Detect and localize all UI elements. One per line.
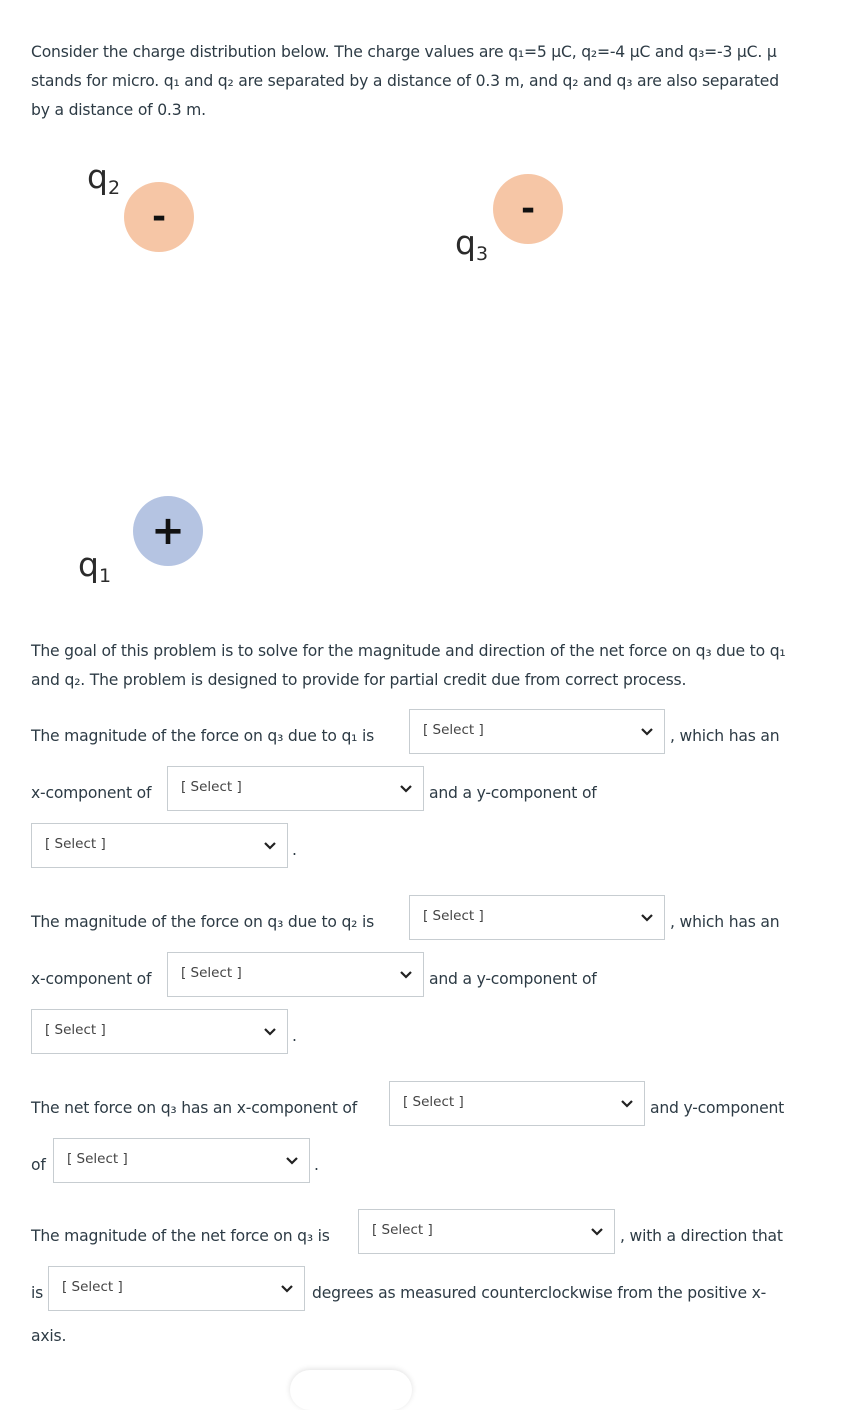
chevron-down-icon [399,968,413,982]
net-direction-select[interactable]: [ Select ] [48,1266,305,1311]
goal-text: The goal of this problem is to solve for the magnitude and direction of the net force on q₃ due to q₁ and q₂. The problem is designed to provide for partial credit due from correct process. [31,642,786,689]
net-x-label: The net force on q₃ has an x-component of [31,1099,357,1117]
q2-y-component-select[interactable]: [ Select ] [31,1009,288,1054]
net-magnitude-select[interactable]: [ Select ] [358,1209,615,1254]
chevron-down-icon [263,839,277,853]
axis-text: axis. [31,1327,67,1345]
chevron-down-icon [620,1097,634,1111]
chevron-down-icon [280,1282,294,1296]
q2-charge [124,182,194,252]
q1-x-component-select[interactable]: [ Select ] [167,766,424,811]
chevron-down-icon [399,782,413,796]
chevron-down-icon [640,911,654,925]
plus-sign: + [151,508,185,554]
q1-magnitude-label: The magnitude of the force on q₃ due to q₁ is [31,727,375,745]
q2-y-label: and a y-component of [429,970,597,988]
chevron-down-icon [590,1225,604,1239]
net-y-component-select[interactable]: [ Select ] [53,1138,310,1183]
net-y-label: and y-component [650,1099,785,1117]
q1-which-text: , which has an [670,727,780,745]
period: . [314,1156,319,1174]
net-x-component-select[interactable]: [ Select ] [389,1081,645,1126]
floating-toolbar [290,1370,412,1410]
problem-intro: Consider the charge distribution below. The charge values are q₁=5 μC, q₂=-4 μC and q₃=-3 μC. μ stands for micro. q₁ and q₂ are separated by a distance of 0.3 m, and q₂ and q₃ are also separated by a distance of 0.3 m. [31,43,779,119]
degrees-text: degrees as measured counterclockwise from the positive x- [312,1284,767,1302]
direction-text: , with a direction that [620,1227,783,1245]
of-label: of [31,1156,46,1174]
q2-magnitude-select[interactable]: [ Select ] [409,895,665,940]
q3-label: $q_3$ [455,223,489,265]
q1-label: $q_1$ [78,545,112,587]
chevron-down-icon [263,1025,277,1039]
q1-charge [133,496,203,566]
q1-magnitude-select[interactable]: [ Select ] [409,709,665,754]
minus-sign: - [520,189,536,229]
q1-y-component-select[interactable]: [ Select ] [31,823,288,868]
q1-x-label: x-component of [31,784,152,802]
chevron-down-icon [285,1154,299,1168]
period: . [292,841,297,859]
q2-magnitude-label: The magnitude of the force on q₃ due to q₂ is [31,913,375,931]
minus-sign: - [151,197,167,237]
q2-label: $q_2$ [87,157,121,199]
q2-which-text: , which has an [670,913,780,931]
q2-x-label: x-component of [31,970,152,988]
period: . [292,1027,297,1045]
chevron-down-icon [640,725,654,739]
q2-x-component-select[interactable]: [ Select ] [167,952,424,997]
q1-y-label: and a y-component of [429,784,597,802]
q3-charge [493,174,563,244]
is-label: is [31,1284,44,1302]
net-magnitude-label: The magnitude of the net force on q₃ is [31,1227,330,1245]
